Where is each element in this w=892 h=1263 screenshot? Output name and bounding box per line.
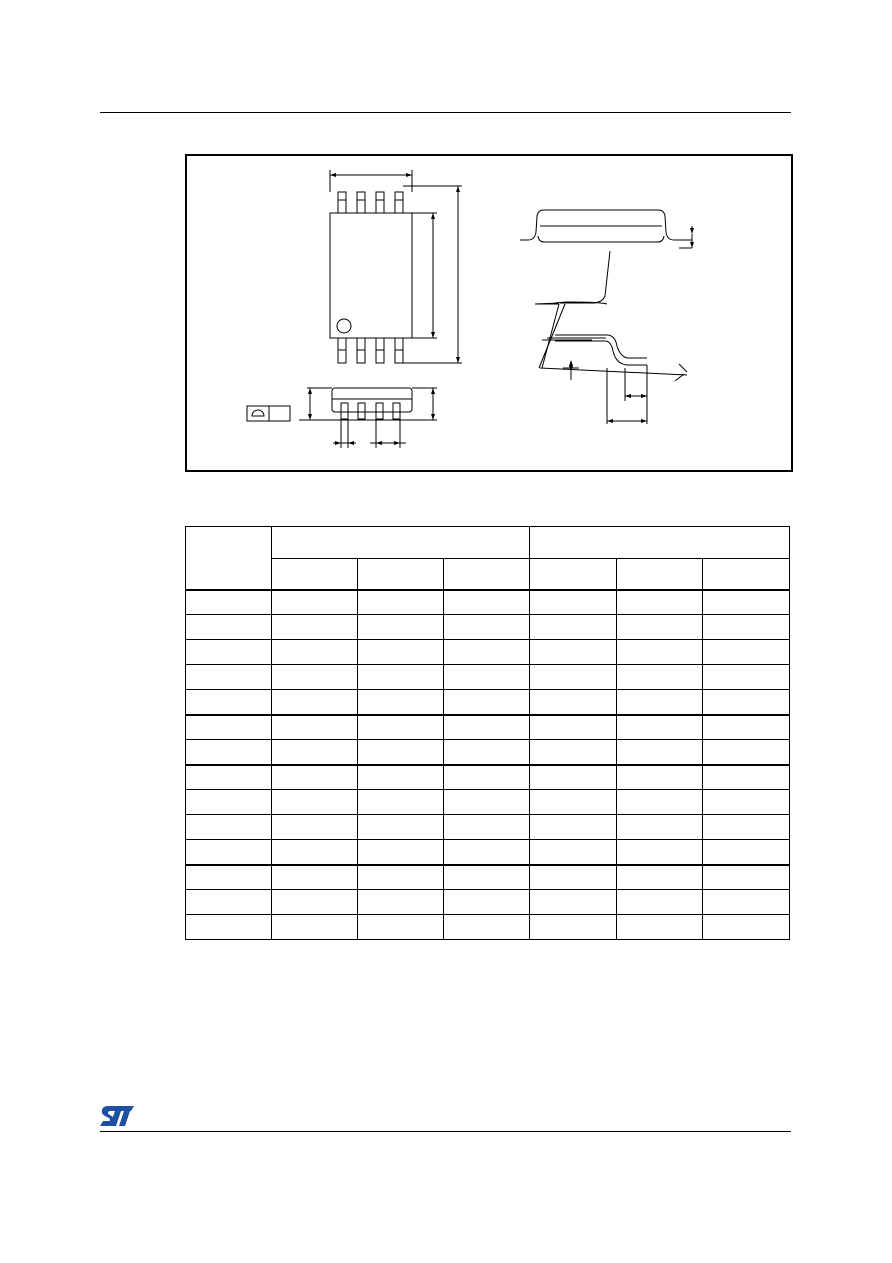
row-symbol-cell: [186, 865, 272, 890]
value-cell: [530, 790, 617, 815]
row-symbol-cell: [186, 665, 272, 690]
value-cell: [703, 915, 790, 940]
value-cell: [444, 715, 530, 740]
value-cell: [530, 915, 617, 940]
value-cell: [358, 715, 444, 740]
value-cell: [703, 790, 790, 815]
value-cell: [444, 665, 530, 690]
value-cell: [444, 640, 530, 665]
value-cell: [703, 615, 790, 640]
value-cell: [617, 915, 703, 940]
row-symbol-cell: [186, 765, 272, 790]
value-cell: [272, 790, 358, 815]
value-cell: [617, 715, 703, 740]
value-cell: [530, 665, 617, 690]
row-symbol-cell: [186, 615, 272, 640]
value-cell: [444, 590, 530, 615]
value-cell: [530, 590, 617, 615]
table-row: [186, 790, 790, 815]
group-header-mm: [272, 527, 530, 559]
value-cell: [530, 765, 617, 790]
package-outline-svg: [187, 156, 791, 470]
value-cell: [444, 740, 530, 765]
value-cell: [444, 790, 530, 815]
value-cell: [530, 890, 617, 915]
value-cell: [358, 690, 444, 715]
symbol-header: [186, 527, 272, 590]
value-cell: [272, 615, 358, 640]
value-cell: [358, 640, 444, 665]
footer-rule: [100, 1131, 791, 1132]
value-cell: [703, 890, 790, 915]
value-cell: [617, 840, 703, 865]
table-row: [186, 590, 790, 615]
pin1-marker: [337, 319, 351, 333]
value-cell: [703, 665, 790, 690]
table-row: [186, 815, 790, 840]
value-cell: [358, 790, 444, 815]
row-symbol-cell: [186, 690, 272, 715]
header-rule: [100, 112, 791, 113]
value-cell: [272, 665, 358, 690]
row-symbol-cell: [186, 915, 272, 940]
value-cell: [530, 865, 617, 890]
value-cell: [272, 765, 358, 790]
value-cell: [272, 640, 358, 665]
sub-header: [444, 559, 530, 590]
table-row: [186, 740, 790, 765]
group-header-inch: [530, 527, 790, 559]
table-row: [186, 765, 790, 790]
value-cell: [617, 665, 703, 690]
value-cell: [530, 715, 617, 740]
value-cell: [703, 765, 790, 790]
sub-header: [703, 559, 790, 590]
value-cell: [530, 840, 617, 865]
value-cell: [617, 640, 703, 665]
table-row: [186, 865, 790, 890]
value-cell: [358, 740, 444, 765]
value-cell: [272, 890, 358, 915]
value-cell: [617, 740, 703, 765]
value-cell: [444, 865, 530, 890]
value-cell: [358, 815, 444, 840]
value-cell: [272, 915, 358, 940]
value-cell: [617, 615, 703, 640]
value-cell: [703, 715, 790, 740]
value-cell: [444, 765, 530, 790]
value-cell: [703, 815, 790, 840]
value-cell: [358, 840, 444, 865]
table-row: [186, 915, 790, 940]
value-cell: [530, 615, 617, 640]
value-cell: [444, 815, 530, 840]
value-cell: [444, 690, 530, 715]
sub-header: [617, 559, 703, 590]
value-cell: [617, 890, 703, 915]
value-cell: [617, 590, 703, 615]
value-cell: [358, 865, 444, 890]
value-cell: [617, 865, 703, 890]
value-cell: [358, 590, 444, 615]
row-symbol-cell: [186, 590, 272, 615]
value-cell: [617, 790, 703, 815]
value-cell: [703, 590, 790, 615]
table-row: [186, 840, 790, 865]
row-symbol-cell: [186, 715, 272, 740]
row-symbol-cell: [186, 740, 272, 765]
sub-header: [272, 559, 358, 590]
value-cell: [272, 590, 358, 615]
row-symbol-cell: [186, 815, 272, 840]
value-cell: [703, 740, 790, 765]
value-cell: [617, 690, 703, 715]
value-cell: [272, 715, 358, 740]
package-drawing: [185, 154, 793, 472]
value-cell: [703, 690, 790, 715]
st-logo: [98, 1104, 138, 1128]
value-cell: [358, 615, 444, 640]
row-symbol-cell: [186, 890, 272, 915]
table-row: [186, 665, 790, 690]
value-cell: [617, 765, 703, 790]
table-row: [186, 640, 790, 665]
value-cell: [703, 640, 790, 665]
value-cell: [444, 890, 530, 915]
value-cell: [272, 865, 358, 890]
value-cell: [272, 815, 358, 840]
value-cell: [703, 865, 790, 890]
value-cell: [358, 765, 444, 790]
value-cell: [444, 840, 530, 865]
value-cell: [358, 890, 444, 915]
value-cell: [530, 815, 617, 840]
row-symbol-cell: [186, 840, 272, 865]
value-cell: [530, 690, 617, 715]
mechanical-data-table: [185, 526, 790, 940]
row-symbol-cell: [186, 790, 272, 815]
value-cell: [358, 915, 444, 940]
value-cell: [444, 615, 530, 640]
value-cell: [530, 740, 617, 765]
sub-header: [530, 559, 617, 590]
row-symbol-cell: [186, 640, 272, 665]
value-cell: [272, 690, 358, 715]
value-cell: [703, 840, 790, 865]
sub-header: [358, 559, 444, 590]
value-cell: [272, 740, 358, 765]
value-cell: [358, 665, 444, 690]
value-cell: [272, 840, 358, 865]
table-row: [186, 615, 790, 640]
table-row: [186, 715, 790, 740]
value-cell: [530, 640, 617, 665]
table-row: [186, 890, 790, 915]
table-row: [186, 690, 790, 715]
value-cell: [617, 815, 703, 840]
value-cell: [444, 915, 530, 940]
